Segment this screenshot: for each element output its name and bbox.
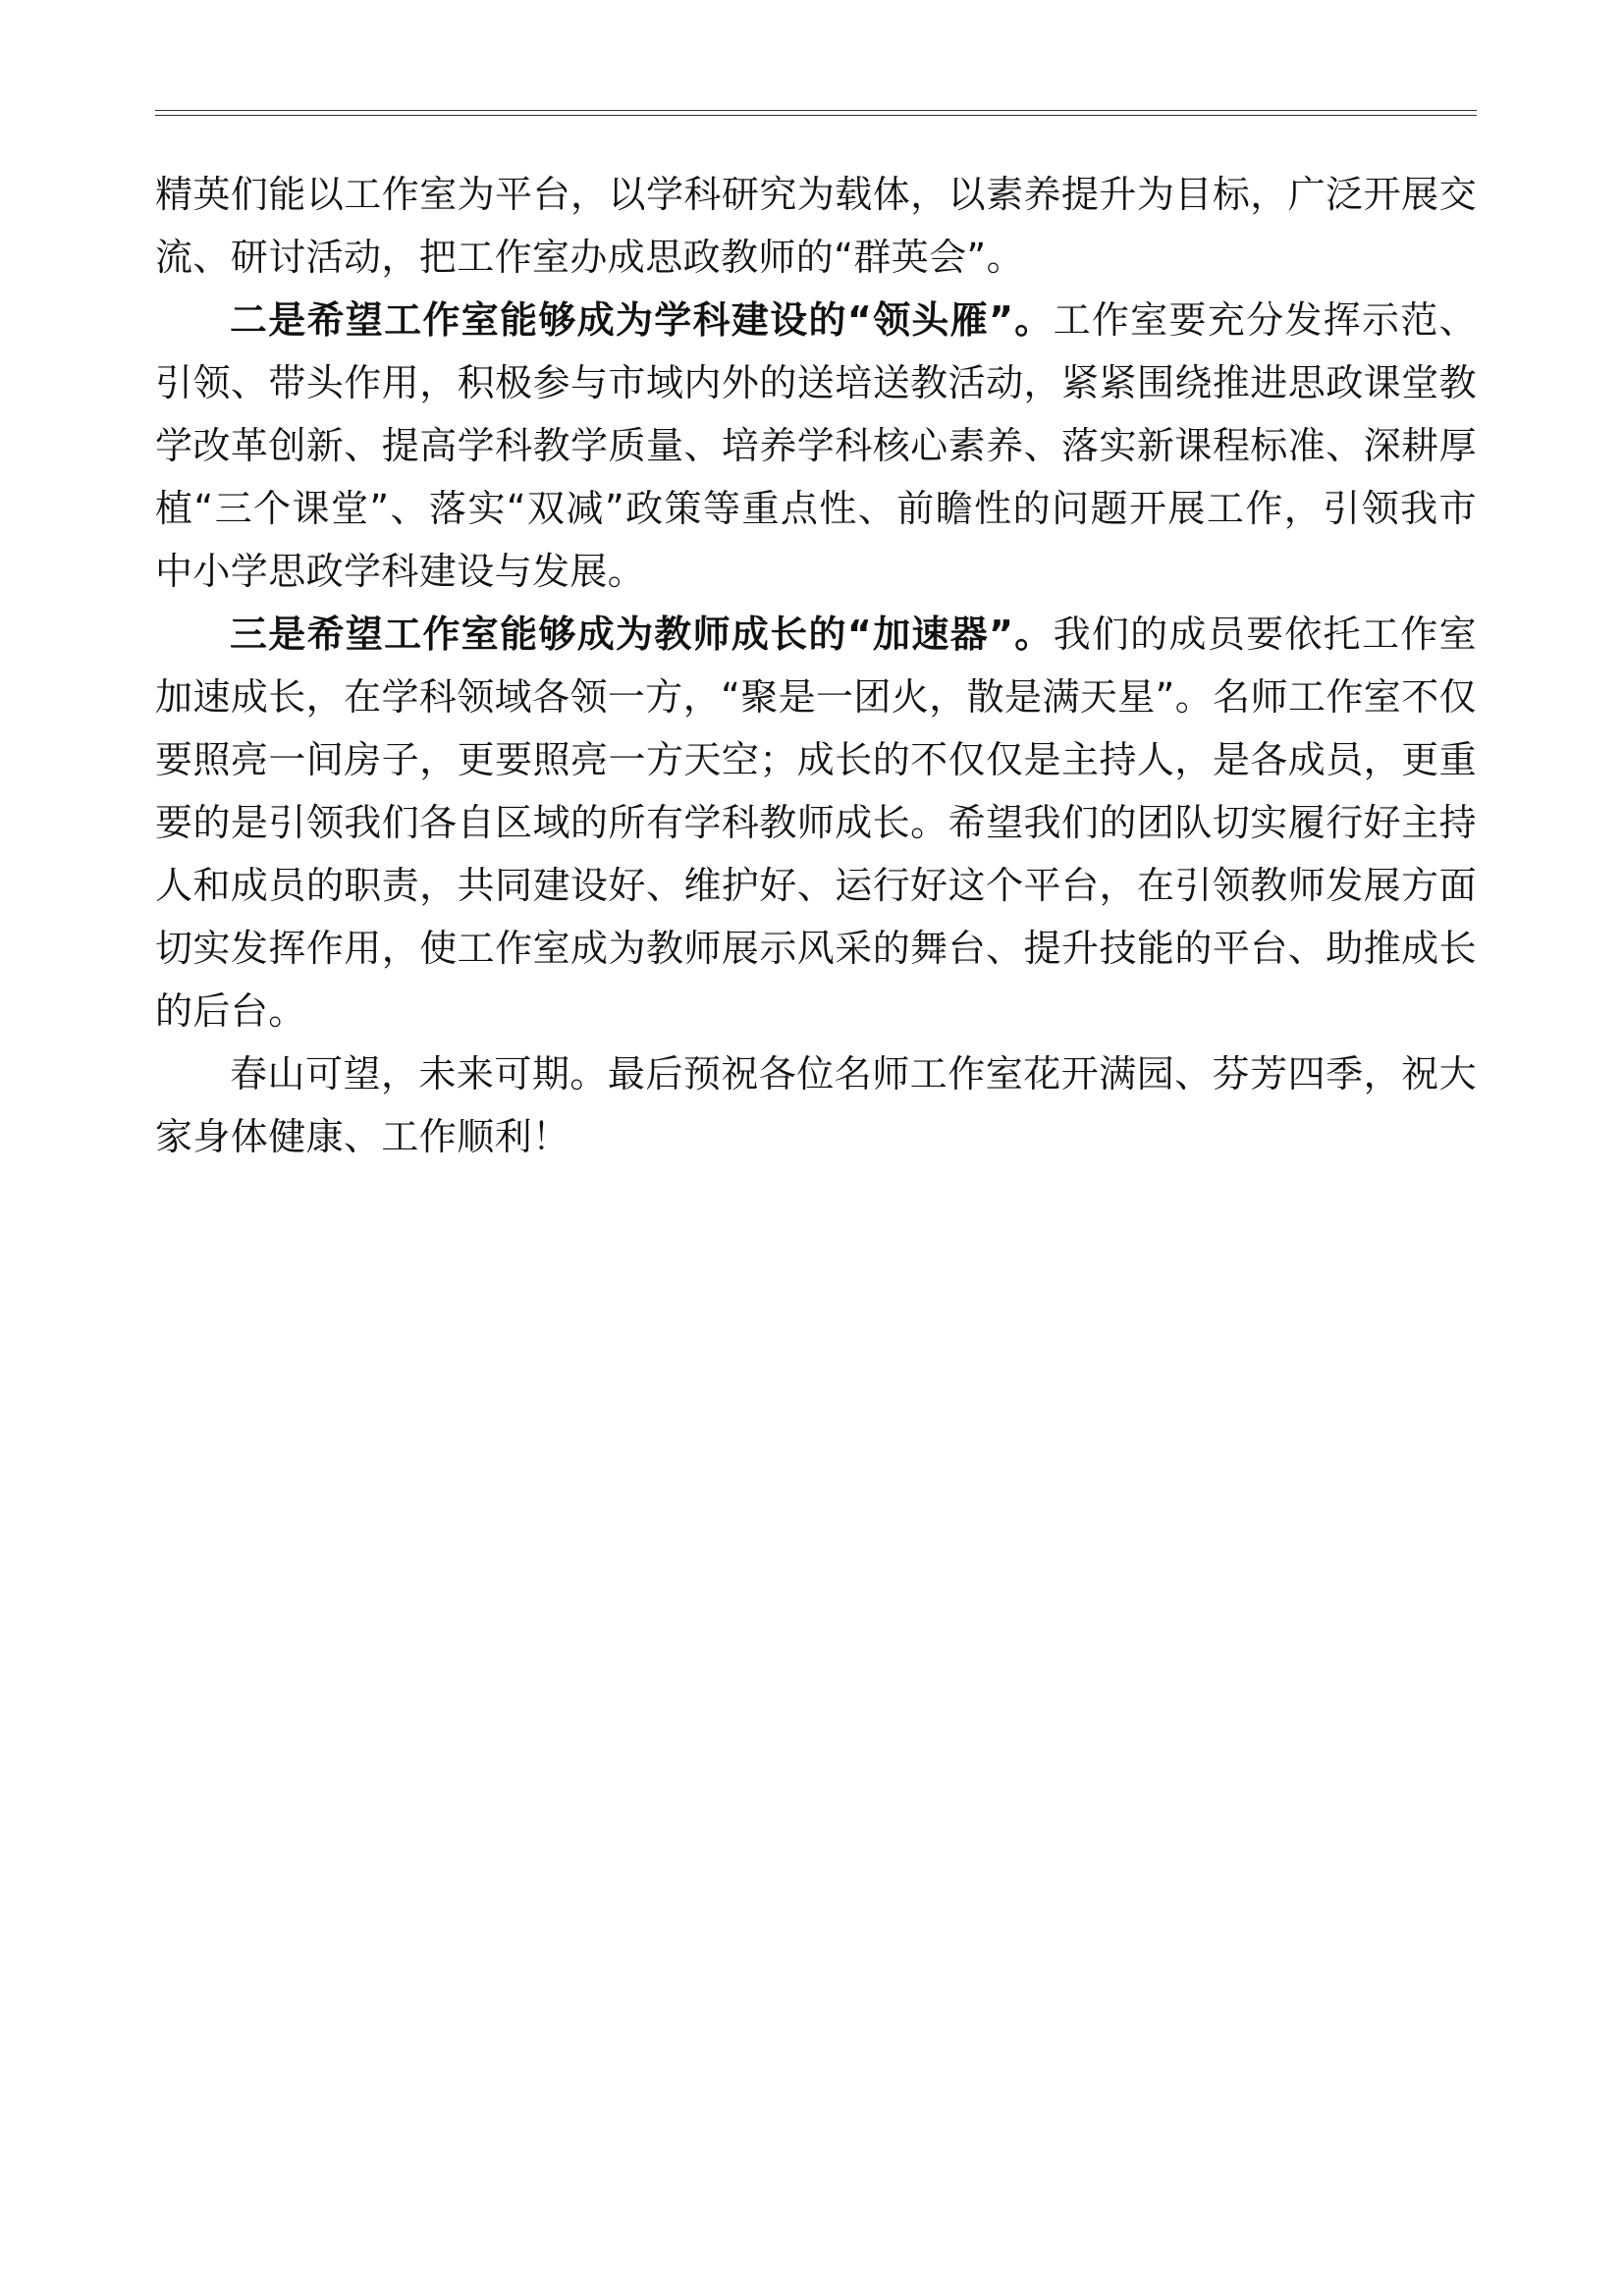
- paragraph-lead-bold: 三是希望工作室能够成为教师成长的“加速器”。: [230, 613, 1054, 656]
- paragraph-text: 工作室要充分发挥示范、引领、带头作用，积极参与市域内外的送培送教活动，紧紧围绕推进思政课堂教学改革创新、提高学科教学质量、培养学科核心素养、落实新课程标准、深耕厚植“三个课堂”、落实“双减”政策等重点性、前瞻性的问题开展工作，引领我市中小学思政学科建设与发展。: [155, 298, 1477, 593]
- paragraph-text: 精英们能以工作室为平台，以学科研究为载体，以素养提升为目标，广泛开展交流、研讨活动，把工作室办成思政教师的“群英会”。: [155, 173, 1477, 279]
- paragraph-lead-bold: 二是希望工作室能够成为学科建设的“领头雁”。: [230, 298, 1054, 342]
- header-double-rule: [155, 110, 1477, 116]
- paragraph-teacher-growth: [155, 603, 1477, 1042]
- paragraph-text: 春山可望，未来可期。最后预祝各位名师工作室花开满园、芬芳四季，祝大家身体健康、工作顺利！: [155, 1052, 1477, 1158]
- paragraph-continuation: [155, 163, 1477, 289]
- paragraph-text: 我们的成员要依托工作室加速成长，在学科领域各领一方，“聚是一团火，散是满天星”。名师工作室不仅要照亮一间房子，更要照亮一方天空；成长的不仅仅是主持人，是各成员，更重要的是引领我们各自区域的所有学科教师成长。希望我们的团队切实履行好主持人和成员的职责，共同建设好、维护好、运行好这个平台，在引领教师发展方面切实发挥作用，使工作室成为教师展示风采的舞台、提升技能的平台、助推成长的后台。: [155, 613, 1477, 1033]
- paragraph-subject-building: [155, 289, 1477, 603]
- document-body: [155, 163, 1477, 1168]
- paragraph-closing: [155, 1042, 1477, 1168]
